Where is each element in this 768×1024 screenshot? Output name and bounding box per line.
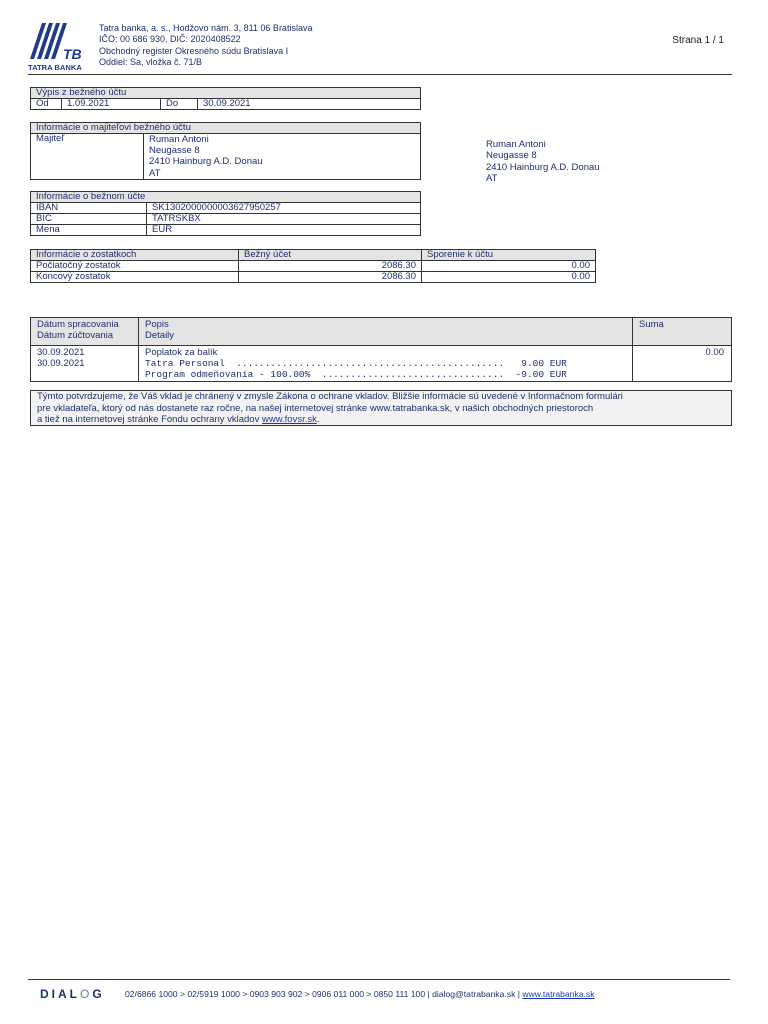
dialog-logo-g: G — [92, 987, 105, 1001]
bank-register: Obchodný register Okresného súdu Bratislava I — [99, 45, 289, 56]
owner-country: AT — [149, 167, 161, 179]
owner-city: 2410 Hainburg A.D. Donau — [149, 156, 263, 168]
notice-line: pre vkladateľa, ktorý od nás dostanete raz ročne, na našej internetovej stránke www.tatrabanka.sk, v našich obchodných priestoroch — [37, 402, 594, 414]
account-label: Mena — [31, 225, 147, 236]
account-value: SK1302000000003627950257 — [147, 203, 421, 214]
account-label: IBAN — [31, 203, 147, 214]
owner-table — [30, 122, 421, 180]
balance-label: Počiatočný zostatok — [31, 261, 239, 272]
notice-line: Týmto potvrdzujeme, že Váš vklad je chránený v zmysle Zákona o ochrane vkladov. Bližšie informácie sú uvedené v Informačnom formulári — [37, 391, 623, 402]
page-number: Strana 1 / 1 — [672, 35, 724, 46]
from-value: 1.09.2021 — [62, 99, 161, 110]
tx-date-processing: 30.09.2021 — [37, 347, 85, 358]
balance-current: 2086.30 — [239, 261, 422, 272]
account-row — [31, 214, 421, 225]
tx-date-settlement: 30.09.2021 — [37, 358, 85, 369]
tx-header-description — [139, 318, 633, 346]
fovsr-link[interactable]: www.fovsr.sk — [261, 414, 317, 425]
notice-period: . — [316, 414, 320, 425]
to-value: 30.09.2021 — [198, 99, 421, 110]
balance-saving: 0.00 — [422, 261, 596, 272]
address-city: 2410 Hainburg A.D. Donau — [486, 161, 600, 173]
from-label: Od — [31, 99, 62, 110]
balances-header-label: Informácie o zostatkoch — [31, 250, 239, 261]
balances-header-current: Bežný účet — [239, 250, 422, 261]
balances-header-saving: Sporenie k účtu — [422, 250, 596, 261]
statement-title: Výpis z bežného účtu — [31, 88, 421, 99]
owner-label: Majiteľ — [31, 134, 144, 180]
notice-text: a tiež na internetovej stránke Fondu ochrany vkladov — [37, 414, 262, 425]
tx-amount: 0.00 — [633, 346, 732, 382]
svg-text:TB: TB — [63, 46, 82, 62]
balance-label: Koncový zostatok — [31, 272, 239, 283]
bank-section: Oddiel: Sa, vložka č. 71/B — [99, 56, 203, 67]
bank-ids: IČO: 00 686 930, DIČ: 2020408522 — [99, 34, 241, 45]
tx-header-sum: Suma — [633, 318, 732, 346]
tx-header-desc: Popis — [145, 319, 169, 330]
balance-saving: 0.00 — [422, 272, 596, 283]
owner-title: Informácie o majiteľovi bežného účtu — [31, 123, 421, 134]
tx-dates — [31, 346, 139, 382]
recipient-address — [486, 139, 600, 185]
transactions-table — [30, 317, 732, 382]
owner-street: Neugasse 8 — [149, 145, 200, 157]
account-table — [30, 191, 421, 236]
account-value: EUR — [147, 225, 421, 236]
svg-text:TATRA BANKA: TATRA BANKA — [28, 63, 82, 71]
tatrabanka-link[interactable]: www.tatrabanka.sk — [522, 989, 595, 999]
account-row — [31, 225, 421, 236]
account-label: BIC — [31, 214, 147, 225]
tatra-banka-logo — [28, 19, 84, 71]
balance-row — [31, 261, 596, 272]
owner-details — [144, 134, 421, 180]
tx-header-details: Detaily — [145, 330, 175, 341]
dialog-logo-text: DIAL — [40, 987, 80, 1001]
tx-header-date-processing: Dátum spracovania — [37, 319, 119, 330]
notice-line — [37, 414, 725, 426]
balance-current: 2086.30 — [239, 272, 422, 283]
statement-period-table — [30, 87, 421, 110]
deposit-protection-notice — [30, 390, 732, 426]
header-divider — [28, 74, 732, 75]
bank-address: Tatra banka, a. s., Hodžovo nám. 3, 811 06 Bratislava — [99, 23, 313, 33]
account-value: TATRSKBX — [147, 214, 421, 225]
footer-contacts — [125, 989, 595, 999]
dialog-logo-o: O — [80, 987, 93, 1001]
tx-description-cell — [139, 346, 633, 382]
bank-info — [99, 23, 312, 68]
tx-header-dates — [31, 318, 139, 346]
to-label: Do — [161, 99, 198, 110]
account-row — [31, 203, 421, 214]
tx-detail-line: Program odmeňovania - 100.00% ................................ -9.00 EUR — [145, 369, 567, 380]
tb-logo-icon — [28, 19, 84, 71]
tx-detail-line: Tatra Personal ............................................... 9.00 EUR — [145, 358, 567, 369]
dialog-logo — [40, 987, 105, 1001]
balance-row — [31, 272, 596, 283]
address-country: AT — [486, 173, 498, 185]
address-name: Ruman Antoni — [486, 139, 546, 150]
address-street: Neugasse 8 — [486, 150, 537, 162]
account-title: Informácie o bežnom účte — [31, 192, 421, 203]
footer-divider — [28, 979, 730, 980]
tx-header-date-settlement: Dátum zúčtovania — [37, 330, 114, 341]
footer-phones: 02/6866 1000 > 02/5919 1000 > 0903 903 902 > 0906 011 000 > 0850 111 100 | dialog@tatrabanka.sk | — [125, 989, 523, 999]
tx-description: Poplatok za balík — [145, 347, 218, 358]
table-row — [31, 346, 732, 382]
balances-table — [30, 249, 596, 283]
owner-name: Ruman Antoni — [149, 134, 209, 145]
